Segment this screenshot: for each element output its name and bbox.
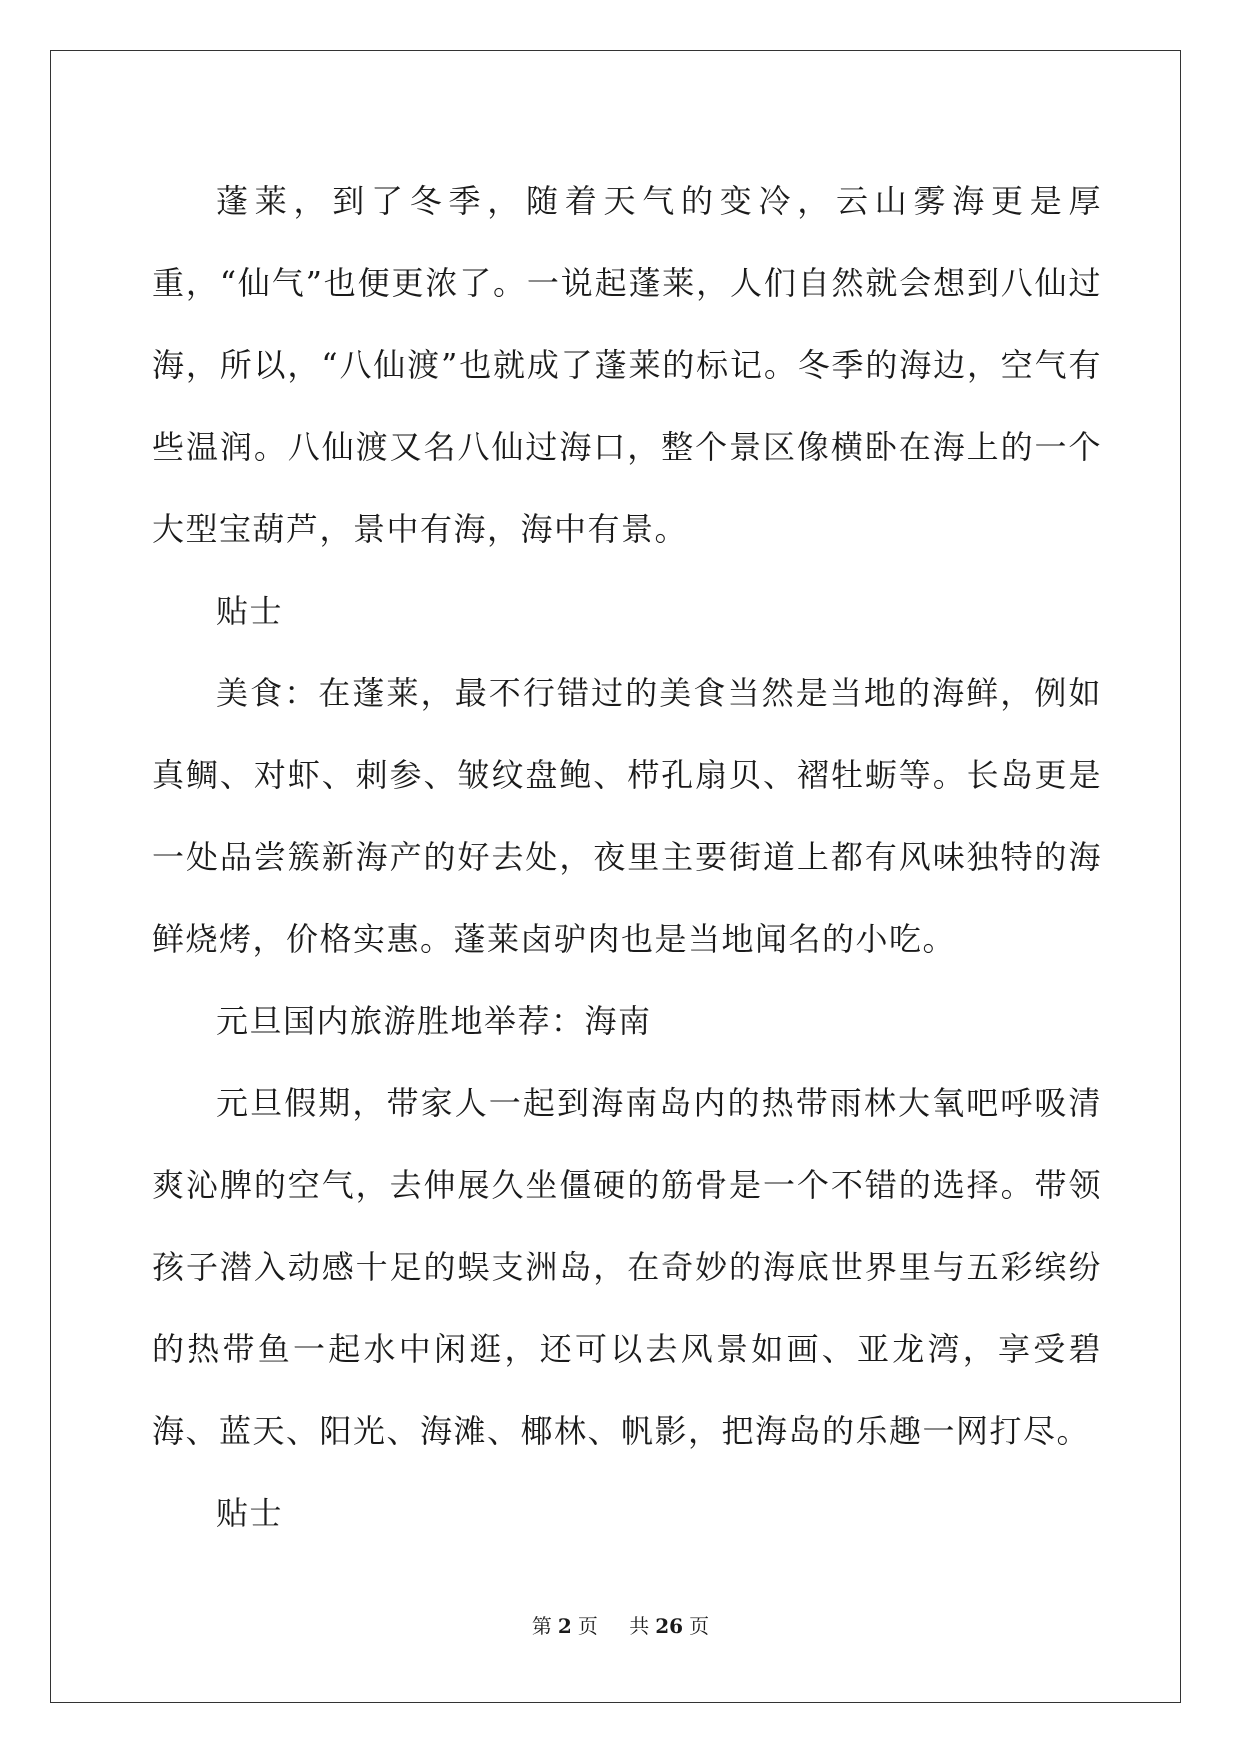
total-prefix: 共 <box>629 1614 650 1638</box>
total-suffix: 页 <box>689 1614 710 1638</box>
heading-tips-2: 贴士 <box>216 1494 284 1532</box>
paragraph-hainan: 元旦假期，带家人一起到海南岛内的热带雨林大氧吧呼吸清爽沁脾的空气，去伸展久坐僵硬的筋骨是一个不错的选择。带领孩子潜入动感十足的蜈支洲岛，在奇妙的海底世界里与五彩缤纷的热带鱼一起水中闲逛，还可以去风景如画、亚龙湾，享受碧海、蓝天、阳光、海滩、椰林、帆影，把海岛的乐趣一网打尽。 <box>152 1084 1102 1450</box>
page-footer <box>0 1610 1241 1639</box>
paragraph-food: 美食：在蓬莱，最不行错过的美食当然是当地的海鲜，例如真鲷、对虾、刺参、皱纹盘鲍、栉孔扇贝、褶牡蛎等。长岛更是一处品尝簇新海产的好去处，夜里主要街道上都有风味独特的海鲜烧烤，价格实惠。蓬莱卤驴肉也是当地闻名的小吃。 <box>152 674 1102 958</box>
page-suffix: 页 <box>577 1614 598 1638</box>
heading-tips-1: 贴士 <box>216 592 284 630</box>
page-prefix: 第 <box>531 1614 552 1638</box>
document-body <box>152 160 1102 1554</box>
paragraph-penglai: 蓬莱，到了冬季，随着天气的变冷，云山雾海更是厚重，“仙气”也便更浓了。一说起蓬莱，人们自然就会想到八仙过海，所以，“八仙渡”也就成了蓬莱的标记。冬季的海边，空气有些温润。八仙渡又名八仙过海口，整个景区像横卧在海上的一个大型宝葫芦，景中有海，海中有景。 <box>152 182 1102 548</box>
page-number: 2 <box>557 1614 572 1638</box>
total-pages: 26 <box>655 1614 684 1638</box>
heading-hainan: 元旦国内旅游胜地举荐：海南 <box>216 1002 652 1040</box>
